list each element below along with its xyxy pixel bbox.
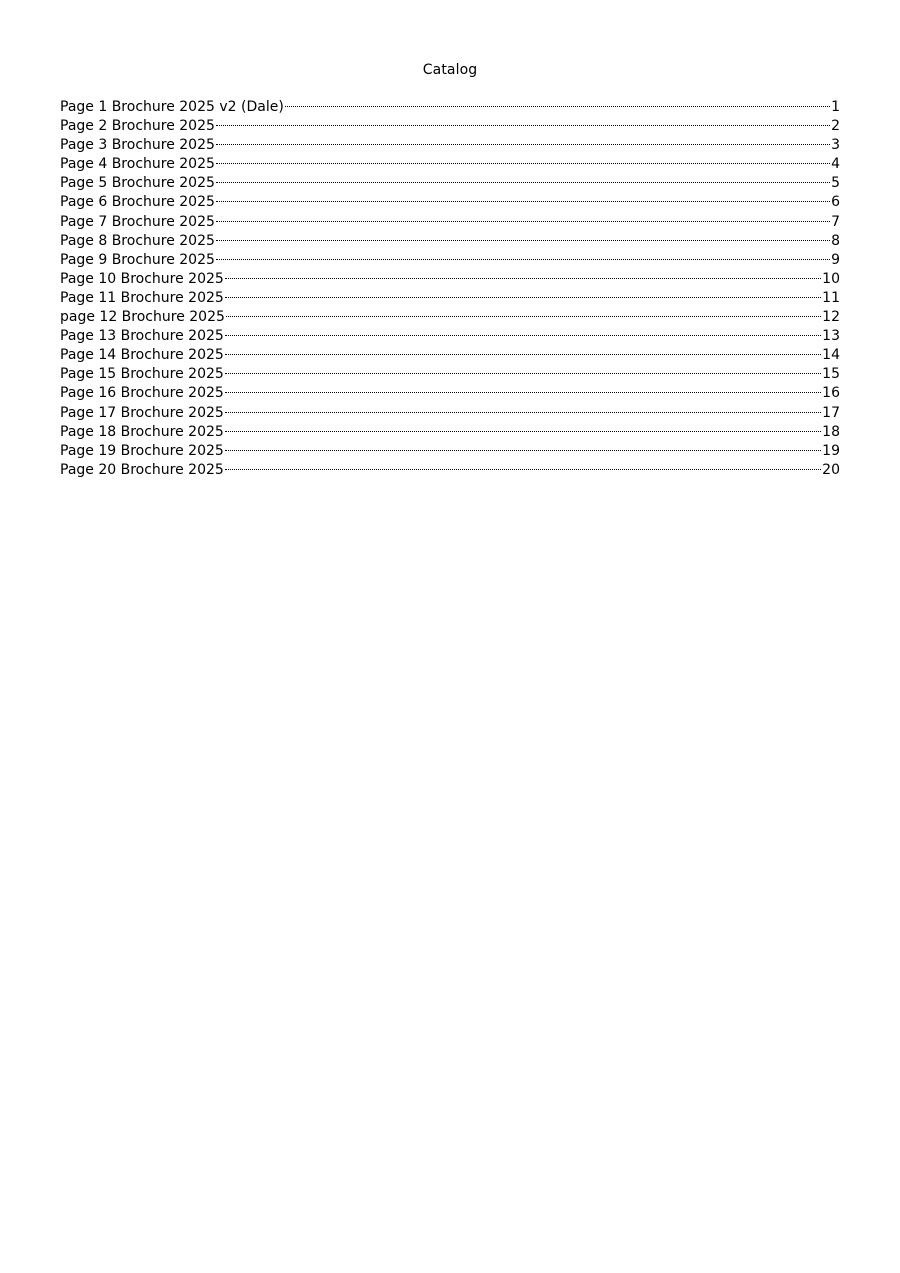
toc-entry-label: Page 13 Brochure 2025 (60, 328, 224, 345)
toc-entry-page-number: 2 (831, 118, 840, 135)
toc-entry-page-number: 8 (831, 232, 840, 249)
toc-entry-label: Page 15 Brochure 2025 (60, 366, 224, 383)
toc-entry-label: Page 3 Brochure 2025 (60, 137, 215, 154)
toc-entry[interactable] (60, 174, 840, 193)
toc-entry[interactable] (60, 365, 840, 384)
toc-dot-leader (225, 392, 821, 393)
toc-entry-page-number: 16 (822, 385, 840, 402)
toc-dot-leader (225, 373, 821, 374)
toc-dot-leader (225, 412, 821, 413)
toc-entry-label: Page 7 Brochure 2025 (60, 213, 215, 230)
toc-dot-leader (216, 240, 830, 241)
toc-entry-page-number: 10 (822, 270, 840, 287)
toc-entry-page-number: 11 (822, 289, 840, 306)
toc-dot-leader (216, 221, 830, 222)
toc-dot-leader (225, 278, 821, 279)
toc-entry-page-number: 5 (831, 175, 840, 192)
toc-entry-label: Page 20 Brochure 2025 (60, 461, 224, 478)
toc-entry-label: Page 8 Brochure 2025 (60, 232, 215, 249)
toc-dot-leader (225, 354, 821, 355)
toc-dot-leader (225, 335, 821, 336)
toc-entry[interactable] (60, 117, 840, 136)
toc-entry[interactable] (60, 136, 840, 155)
toc-entry-label: Page 4 Brochure 2025 (60, 156, 215, 173)
toc-entry[interactable] (60, 155, 840, 174)
toc-dot-leader (216, 144, 830, 145)
toc-entry-page-number: 3 (831, 137, 840, 154)
toc-entry-page-number: 1 (831, 99, 840, 115)
toc-entry-label: page 12 Brochure 2025 (60, 309, 225, 326)
toc-entry[interactable] (60, 232, 840, 251)
toc-dot-leader (216, 163, 830, 164)
toc-dot-leader (216, 182, 830, 183)
toc-entry[interactable] (60, 384, 840, 403)
toc-entry-page-number: 6 (831, 194, 840, 211)
toc-entry[interactable] (60, 327, 840, 346)
toc-dot-leader (225, 297, 821, 298)
toc-entry-page-number: 9 (831, 251, 840, 268)
toc-entry-page-number: 18 (822, 423, 840, 440)
toc-entry-label: Page 14 Brochure 2025 (60, 347, 224, 364)
toc-entry-label: Page 9 Brochure 2025 (60, 251, 215, 268)
toc-entry[interactable] (60, 442, 840, 461)
toc-entry-label: Page 19 Brochure 2025 (60, 442, 224, 459)
toc-entry-label: Page 16 Brochure 2025 (60, 385, 224, 402)
toc-entry-label: Page 18 Brochure 2025 (60, 423, 224, 440)
toc-dot-leader (226, 316, 821, 317)
toc-entry-page-number: 7 (831, 213, 840, 230)
toc-dot-leader (225, 469, 821, 470)
toc-entry-label: Page 2 Brochure 2025 (60, 118, 215, 135)
toc-entry-page-number: 12 (822, 309, 840, 326)
toc-entry[interactable] (60, 404, 840, 423)
toc-entry[interactable] (60, 308, 840, 327)
toc-entry-page-number: 4 (831, 156, 840, 173)
toc-entry[interactable] (60, 251, 840, 270)
toc-dot-leader (216, 201, 830, 202)
toc-entry-page-number: 15 (822, 366, 840, 383)
toc-entry-page-number: 19 (822, 442, 840, 459)
table-of-contents (60, 98, 840, 480)
toc-dot-leader (216, 259, 830, 260)
toc-dot-leader (285, 106, 830, 107)
toc-entry[interactable] (60, 461, 840, 480)
toc-entry[interactable] (60, 193, 840, 212)
toc-dot-leader (225, 450, 821, 451)
toc-entry[interactable] (60, 423, 840, 442)
toc-dot-leader (216, 125, 830, 126)
toc-entry-label: Page 17 Brochure 2025 (60, 404, 224, 421)
toc-entry-page-number: 14 (822, 347, 840, 364)
toc-entry-label: Page 5 Brochure 2025 (60, 175, 215, 192)
toc-entry-label: Page 1 Brochure 2025 v2 (Dale) (60, 99, 284, 115)
toc-entry-label: Page 11 Brochure 2025 (60, 289, 224, 306)
toc-entry[interactable] (60, 213, 840, 232)
toc-dot-leader (225, 431, 821, 432)
toc-entry-label: Page 6 Brochure 2025 (60, 194, 215, 211)
toc-entry[interactable] (60, 98, 840, 117)
toc-entry-page-number: 17 (822, 404, 840, 421)
catalog-title: Catalog (422, 62, 478, 78)
toc-entry[interactable] (60, 289, 840, 308)
toc-entry-label: Page 10 Brochure 2025 (60, 270, 224, 287)
toc-entry-page-number: 13 (822, 328, 840, 345)
toc-entry-page-number: 20 (822, 461, 840, 478)
toc-entry[interactable] (60, 346, 840, 365)
toc-entry[interactable] (60, 270, 840, 289)
